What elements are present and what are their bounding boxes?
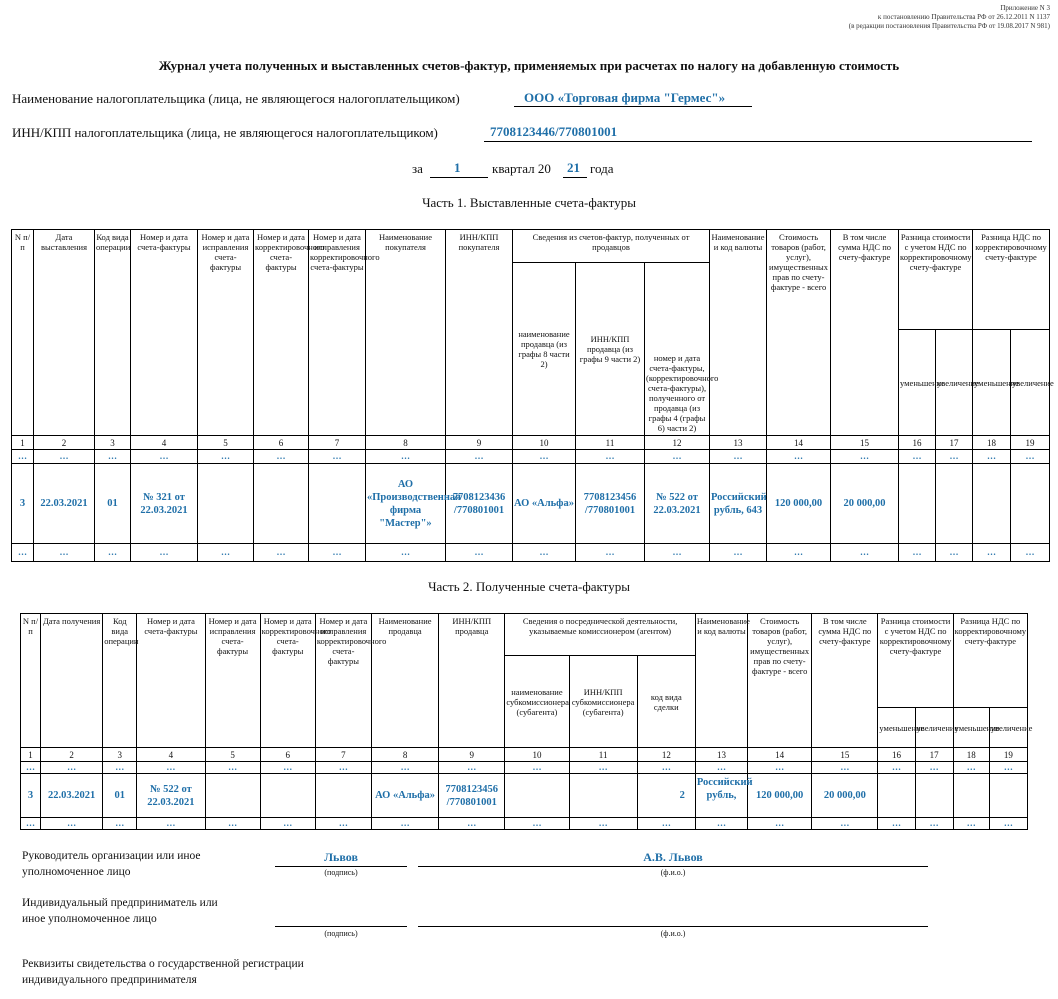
p2-h-subagent: наименование субкомиссионера (субагента) — [505, 656, 569, 748]
col-number: 8 — [366, 436, 446, 450]
col-number: 10 — [505, 748, 569, 762]
empty-cell — [936, 464, 973, 544]
p2-h-subagent-inn: ИНН/КПП субкомиссионера (субагента) — [569, 656, 637, 748]
ellipsis: … — [831, 450, 899, 464]
p1-h-diff-cost: Разница стоимости с учетом НДС по корректировочному счету-фактуре — [899, 230, 973, 330]
ellipsis: … — [254, 450, 309, 464]
taxpayer-inn-label: ИНН/КПП налогоплательщика (лица, не являющегося налогоплательщиком) — [12, 125, 438, 140]
p1-h-currency: Наименование и код валюты — [710, 230, 767, 436]
col-number: 3 — [103, 748, 137, 762]
ellipsis: … — [637, 762, 695, 774]
col-number: 14 — [748, 748, 812, 762]
ellipsis: … — [12, 450, 34, 464]
p2-h-corr: Номер и дата корректировочного счета-фактуры — [260, 614, 315, 748]
registration-label: Реквизиты свидетельства о государственной регистрации индивидуального предпринимателя — [22, 958, 304, 986]
col-number: 14 — [767, 436, 831, 450]
p1-row-total: 120 000,00 — [767, 464, 831, 544]
p2-row-invoice: № 522 от 22.03.2021 — [137, 774, 205, 818]
col-number: 9 — [439, 748, 505, 762]
p2-row-deal-code: 2 — [637, 774, 695, 818]
col-number: 18 — [953, 748, 989, 762]
p2-h-group: Сведения о посреднической деятельности, указываемые комиссионером (агентом) — [505, 614, 696, 656]
p2-row-total: 120 000,00 — [748, 774, 812, 818]
p1-row-seller: АО «Альфа» — [513, 464, 576, 544]
ellipsis: … — [1011, 450, 1050, 464]
ellipsis: … — [260, 818, 315, 830]
col-number: 17 — [915, 748, 953, 762]
ellipsis: … — [198, 450, 254, 464]
p1-h-dec: уменьшение — [973, 330, 1011, 436]
ellipsis: … — [131, 544, 198, 562]
empty-cell — [1011, 464, 1050, 544]
ellipsis: … — [198, 544, 254, 562]
p2-h-diff-cost: Разница стоимости с учетом НДС по корректировочному счету-фактуре — [878, 614, 953, 708]
p2-row-date: 22.03.2021 — [41, 774, 103, 818]
ellipsis: … — [137, 762, 205, 774]
p2-h-fix: Номер и дата исправления счета-фактуры — [205, 614, 260, 748]
empty-cell — [505, 774, 569, 818]
p2-h-dec: уменьшение — [953, 708, 989, 748]
p2-dots-row — [21, 762, 1028, 774]
p1-h-seller: наименование продавца (из графы 8 части 2) — [513, 263, 576, 436]
empty-cell — [973, 464, 1011, 544]
head-fullname: А.В. Львов — [643, 850, 703, 864]
appendix-note — [849, 4, 1050, 31]
col-number: 4 — [137, 748, 205, 762]
taxpayer-inn-value: 7708123446/770801001 — [490, 124, 618, 139]
ellipsis: … — [637, 818, 695, 830]
ellipsis: … — [254, 544, 309, 562]
head-signature: Львов — [324, 850, 358, 864]
p1-h-code: Код вида операции — [95, 230, 131, 436]
p2-h-seller: Наименование продавца — [371, 614, 438, 748]
ellipsis: … — [695, 818, 747, 830]
head-label: Руководитель организации или иное уполномоченное лицо — [22, 850, 201, 878]
ellipsis: … — [41, 818, 103, 830]
ellipsis: … — [748, 818, 812, 830]
ellipsis: … — [767, 450, 831, 464]
p2-row-code: 01 — [103, 774, 137, 818]
empty-cell — [878, 774, 915, 818]
col-number: 3 — [95, 436, 131, 450]
ellipsis: … — [439, 762, 505, 774]
col-number: 4 — [131, 436, 198, 450]
ellipsis: … — [989, 818, 1027, 830]
p2-row-currency: Российский рубль, — [695, 774, 747, 818]
ellipsis: … — [1011, 544, 1050, 562]
empty-cell — [260, 774, 315, 818]
col-number: 9 — [446, 436, 513, 450]
p2-h-code: Код вида операции — [103, 614, 137, 748]
ellipsis: … — [899, 450, 936, 464]
col-number: 7 — [315, 748, 371, 762]
p1-h-inc: увеличение — [1011, 330, 1050, 436]
ellipsis: … — [710, 544, 767, 562]
ellipsis: … — [973, 450, 1011, 464]
col-number: 2 — [41, 748, 103, 762]
ellipsis: … — [576, 544, 645, 562]
ellipsis: … — [446, 544, 513, 562]
ellipsis: … — [645, 544, 710, 562]
col-number: 17 — [936, 436, 973, 450]
ellipsis: … — [878, 818, 915, 830]
ellipsis: … — [131, 450, 198, 464]
ellipsis: … — [569, 818, 637, 830]
col-number: 12 — [637, 748, 695, 762]
p2-h-seller-inn: ИНН/КПП продавца — [439, 614, 505, 748]
p1-dots-row — [12, 544, 1050, 562]
p1-data-row — [12, 464, 1050, 544]
p1-row-currency: Российский рубль, 643 — [710, 464, 767, 544]
p1-row-buyer-inn: 7708123436 /770801001 — [446, 464, 513, 544]
ellipsis: … — [366, 544, 446, 562]
ellipsis: … — [371, 762, 438, 774]
ellipsis: … — [505, 818, 569, 830]
p2-h-inc: увеличение — [989, 708, 1027, 748]
p2-row-seller: АО «Альфа» — [371, 774, 438, 818]
appendix-line: Приложение N 3 — [1000, 4, 1050, 12]
ellipsis: … — [103, 762, 137, 774]
ellipsis: … — [953, 818, 989, 830]
empty-cell — [915, 774, 953, 818]
p2-h-total: Стоимость товаров (работ, услуг), имущественных прав по счету-фактуре - всего — [748, 614, 812, 748]
col-number: 16 — [878, 748, 915, 762]
empty-cell — [315, 774, 371, 818]
col-number: 6 — [260, 748, 315, 762]
p2-h-inc: увеличение — [915, 708, 953, 748]
period-year: 21 — [567, 160, 580, 175]
p1-h-vat: В том числе сумма НДС по счету-фактуре — [831, 230, 899, 436]
ip-label: Индивидуальный предприниматель или иное уполномоченное лицо — [22, 897, 218, 925]
part2-title: Часть 2. Полученные счета-фактуры — [428, 579, 630, 594]
ellipsis: … — [915, 818, 953, 830]
ellipsis: … — [95, 450, 131, 464]
part2-table — [20, 613, 1033, 830]
p1-row-invoice: № 321 от 22.03.2021 — [131, 464, 198, 544]
col-number: 2 — [34, 436, 95, 450]
col-number: 15 — [831, 436, 899, 450]
p1-h-buyer: Наименование покупателя — [366, 230, 446, 436]
p2-h-invoice: Номер и дата счета-фактуры — [137, 614, 205, 748]
col-number: 15 — [812, 748, 878, 762]
p1-row-vat: 20 000,00 — [831, 464, 899, 544]
ellipsis: … — [645, 450, 710, 464]
empty-cell — [198, 464, 254, 544]
p1-dots-row — [12, 450, 1050, 464]
p1-h-buyer-inn: ИНН/КПП покупателя — [446, 230, 513, 436]
col-number: 10 — [513, 436, 576, 450]
p2-h-dec: уменьшение — [878, 708, 915, 748]
ellipsis: … — [103, 818, 137, 830]
p2-data-row — [21, 774, 1028, 818]
part1-table — [11, 229, 1054, 562]
ellipsis: … — [513, 450, 576, 464]
empty-cell — [953, 774, 989, 818]
ellipsis: … — [569, 762, 637, 774]
p1-h-group: Сведения из счетов-фактур, полученных от продавцов — [513, 230, 710, 263]
p1-h-total: Стоимость товаров (работ, услуг), имущественных прав по счету-фактуре - всего — [767, 230, 831, 436]
ellipsis: … — [21, 762, 41, 774]
p1-row-date: 22.03.2021 — [34, 464, 95, 544]
p1-h-n: N п/п — [12, 230, 34, 436]
empty-cell — [569, 774, 637, 818]
ellipsis: … — [309, 450, 366, 464]
ellipsis: … — [12, 544, 34, 562]
ellipsis: … — [915, 762, 953, 774]
p2-number-row — [21, 748, 1028, 762]
col-number: 1 — [12, 436, 34, 450]
col-number: 1 — [21, 748, 41, 762]
col-number: 8 — [371, 748, 438, 762]
ellipsis: … — [710, 450, 767, 464]
ellipsis: … — [505, 762, 569, 774]
p2-h-currency: Наименование и код валюты — [695, 614, 747, 748]
ellipsis: … — [41, 762, 103, 774]
p2-row-n: 3 — [21, 774, 41, 818]
p2-dots-row — [21, 818, 1028, 830]
period-prefix: за — [412, 161, 423, 176]
fio-caption: (ф.и.о.) — [660, 868, 686, 877]
ellipsis: … — [936, 450, 973, 464]
ellipsis: … — [953, 762, 989, 774]
p2-row-seller-inn: 7708123456 /770801001 — [439, 774, 505, 818]
ellipsis: … — [309, 544, 366, 562]
p1-row-seller-invoice: № 522 от 22.03.2021 — [645, 464, 710, 544]
p1-h-date: Дата выставления — [34, 230, 95, 436]
ellipsis: … — [812, 762, 878, 774]
col-number: 16 — [899, 436, 936, 450]
p2-h-diff-vat: Разница НДС по корректировочному счету-фактуре — [953, 614, 1027, 708]
empty-cell — [254, 464, 309, 544]
p1-h-dec: уменьшение — [899, 330, 936, 436]
ellipsis: … — [137, 818, 205, 830]
ellipsis: … — [695, 762, 747, 774]
taxpayer-name-label: Наименование налогоплательщика (лица, не являющегося налогоплательщиком) — [12, 91, 460, 106]
period-middle: квартал 20 — [492, 161, 551, 176]
ellipsis: … — [936, 544, 973, 562]
period-suffix: года — [590, 161, 614, 176]
appendix-line: к постановлению Правительства РФ от 26.12.2011 N 1137 — [877, 13, 1050, 21]
col-number: 13 — [710, 436, 767, 450]
part1-title: Часть 1. Выставленные счета-фактуры — [422, 195, 636, 210]
p1-h-fix: Номер и дата исправления счета-фактуры — [198, 230, 254, 436]
ellipsis: … — [366, 450, 446, 464]
ellipsis: … — [205, 818, 260, 830]
col-number: 5 — [205, 748, 260, 762]
p1-row-code: 01 — [95, 464, 131, 544]
ellipsis: … — [95, 544, 131, 562]
p2-row-vat: 20 000,00 — [812, 774, 878, 818]
empty-cell — [989, 774, 1027, 818]
p2-h-deal-code: код вида сделки — [637, 656, 695, 748]
ellipsis: … — [315, 762, 371, 774]
ellipsis: … — [576, 450, 645, 464]
empty-cell — [205, 774, 260, 818]
ellipsis: … — [439, 818, 505, 830]
col-number: 11 — [576, 436, 645, 450]
p1-h-diff-vat: Разница НДС по корректировочному счету-фактуре — [973, 230, 1050, 330]
p1-h-corr: Номер и дата корректировочного счета-фактуры — [254, 230, 309, 436]
document-title: Журнал учета полученных и выставленных счетов-фактур, применяемых при расчетах по налогу на добавленную стоимость — [158, 58, 900, 73]
p1-h-seller-invoice: номер и дата счета-фактуры, (корректировочного счета-фактуры), полученного от продавца (из графы 4 (графы 6) части 2) — [645, 263, 710, 436]
ellipsis: … — [878, 762, 915, 774]
col-number: 5 — [198, 436, 254, 450]
empty-cell — [899, 464, 936, 544]
col-number: 6 — [254, 436, 309, 450]
sign-caption: (подпись) — [324, 929, 358, 938]
ellipsis: … — [446, 450, 513, 464]
p1-h-seller-inn: ИНН/КПП продавца (из графы 9 части 2) — [576, 263, 645, 436]
ellipsis: … — [21, 818, 41, 830]
taxpayer-name-value: ООО «Торговая фирма "Гермес"» — [524, 90, 726, 105]
ellipsis: … — [513, 544, 576, 562]
ellipsis: … — [260, 762, 315, 774]
p2-h-n: N п/п — [21, 614, 41, 748]
ellipsis: … — [315, 818, 371, 830]
p1-h-inc: увеличение — [936, 330, 973, 436]
appendix-line: (в редакции постановления Правительства РФ от 19.08.2017 N 981) — [848, 22, 1050, 30]
col-number: 19 — [989, 748, 1027, 762]
p1-row-buyer: АО «Производственная фирма "Мастер"» — [366, 464, 446, 544]
p2-h-corr-fix: Номер и дата исправления корректировочного счета-фактуры — [315, 614, 371, 748]
col-number: 18 — [973, 436, 1011, 450]
ellipsis: … — [973, 544, 1011, 562]
p2-h-date: Дата получения — [41, 614, 103, 748]
col-number: 11 — [569, 748, 637, 762]
col-number: 13 — [695, 748, 747, 762]
p1-h-corr-fix: Номер и дата исправления корректировочного счета-фактуры — [309, 230, 366, 436]
p1-number-row — [12, 436, 1050, 450]
ellipsis: … — [205, 762, 260, 774]
p2-h-vat: В том числе сумма НДС по счету-фактуре — [812, 614, 878, 748]
ellipsis: … — [34, 544, 95, 562]
p1-h-invoice: Номер и дата счета-фактуры — [131, 230, 198, 436]
ellipsis: … — [748, 762, 812, 774]
ellipsis: … — [767, 544, 831, 562]
ellipsis: … — [812, 818, 878, 830]
p1-row-seller-inn: 7708123456 /770801001 — [576, 464, 645, 544]
period-quarter: 1 — [454, 160, 461, 175]
fio-caption: (ф.и.о.) — [660, 929, 686, 938]
ellipsis: … — [899, 544, 936, 562]
ellipsis: … — [831, 544, 899, 562]
ellipsis: … — [34, 450, 95, 464]
col-number: 12 — [645, 436, 710, 450]
ellipsis: … — [371, 818, 438, 830]
sign-caption: (подпись) — [324, 868, 358, 877]
p1-row-n: 3 — [12, 464, 34, 544]
empty-cell — [309, 464, 366, 544]
col-number: 7 — [309, 436, 366, 450]
col-number: 19 — [1011, 436, 1050, 450]
ellipsis: … — [989, 762, 1027, 774]
